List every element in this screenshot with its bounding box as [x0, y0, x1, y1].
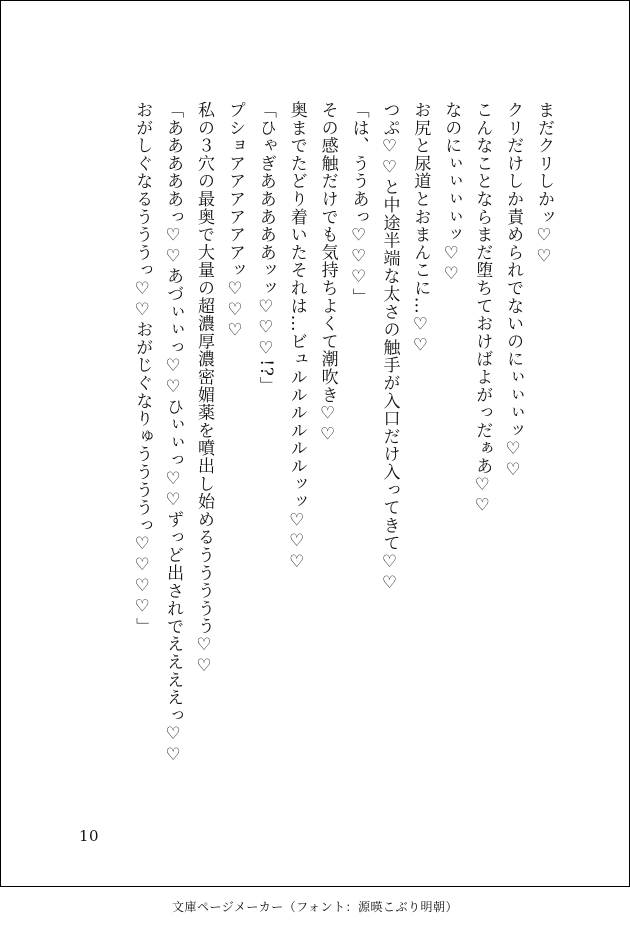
text-line: 奥までたどり着いたそれは…ビュルルルルルルッッ♡♡♡ [286, 101, 307, 573]
text-line: こんなことならまだ堕ちておけばよがっだぁあ♡♡ [472, 101, 493, 517]
text-line: プショアアアアアアッ♡♡♡ [224, 101, 245, 342]
text-line: 「ひゃぎあああああッッ♡♡♡!?」 [255, 101, 276, 395]
text-line: つぷ♡♡と中途半端な太さの触手が入口だけ入ってきて♡♡ [379, 101, 400, 594]
page-number: 10 [79, 827, 100, 845]
text-line: クリだけしか責められでないのにぃぃぃッ♡♡ [503, 101, 524, 481]
text-line: その感触だけでも気持ちよくて潮吹き♡♡ [317, 101, 338, 446]
text-line: お尻と尿道とおまんこに…♡♡ [410, 101, 431, 357]
text-line: 「あああああっ♡♡あづぃぃっ♡♡ひぃぃっ♡♡ずっど出されでええええっ♡♡ [163, 101, 184, 766]
text-line: まだクリしかッ♡♡ [534, 101, 554, 268]
text-line: 「は、ううあっ♡♡♡」 [348, 101, 369, 306]
vertical-text-block [126, 101, 559, 766]
text-line: 私の３穴の最奥で大量の超濃厚濃密媚薬を噴出し始めるううううう♡♡ [194, 101, 215, 677]
footer-caption: 文庫ページメーカー（フォント：源暎こぶり明朝） [171, 900, 459, 914]
text-line: なのにぃぃぃぃッ♡♡ [441, 101, 462, 285]
text-line: おがしぐなるうううっ♡♡おがじぐなりゅううううっ♡♡♡♡」 [132, 101, 153, 636]
